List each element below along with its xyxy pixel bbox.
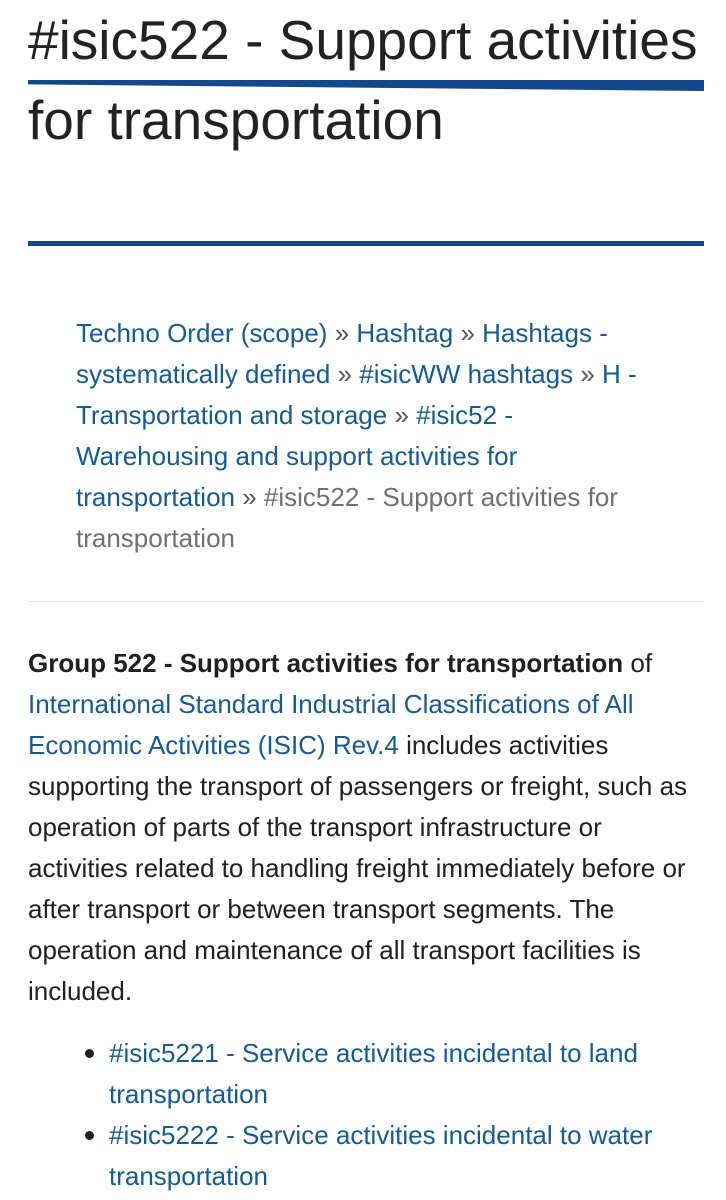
isic-rev4-link[interactable]: International Standard Industrial Classifications of All Economic Activities (ISIC) Rev.4	[28, 689, 634, 760]
subclass-list	[81, 1033, 701, 1197]
breadcrumb-separator: »	[394, 400, 417, 430]
breadcrumb	[76, 313, 656, 559]
breadcrumb-link-hashtag[interactable]: Hashtag	[356, 318, 454, 348]
breadcrumb-link-hashtags-systematically-defined[interactable]: Hashtags - systematically defined	[76, 318, 608, 389]
breadcrumb-current: #isic522 - Support activities for transportation	[76, 482, 618, 553]
breadcrumb-link-isicww-hashtags[interactable]: #isicWW hashtags	[359, 359, 574, 389]
breadcrumb-link-transportation-and-storage[interactable]: H - Transportation and storage	[76, 359, 637, 430]
description-body: includes activities supporting the transport of passengers or freight, such as operation of parts of the transport infrastructure or activities related to handling freight immediately before or after transport or between transport segments. The operation and maintenance of all transport facilities is included.	[28, 730, 688, 1006]
isic5222-link[interactable]: #isic5222 - Service activities incidental to water transportation	[109, 1120, 653, 1191]
breadcrumb-separator: »	[580, 359, 603, 389]
list-item	[81, 1033, 701, 1115]
page-title: #isic522 - Support activities for transportation	[28, 9, 698, 151]
breadcrumb-separator: »	[460, 318, 483, 348]
title-underline-bottom	[28, 241, 704, 246]
bullet-icon	[85, 1049, 94, 1058]
section-divider	[28, 601, 704, 602]
list-item	[81, 1115, 701, 1197]
breadcrumb-separator: »	[242, 482, 264, 512]
breadcrumb-separator: »	[334, 318, 357, 348]
group-title: Group 522 - Support activities for transportation	[28, 648, 624, 678]
breadcrumb-separator: »	[337, 359, 360, 389]
breadcrumb-link-techno-order[interactable]: Techno Order (scope)	[76, 318, 328, 348]
isic5221-link[interactable]: #isic5221 - Service activities incidental to land transportation	[109, 1038, 638, 1109]
of-text: of	[623, 648, 653, 678]
bullet-icon	[85, 1131, 94, 1140]
description-paragraph	[28, 643, 704, 1012]
breadcrumb-link-isic52[interactable]: #isic52 - Warehousing and support activities for transportation	[76, 400, 518, 512]
